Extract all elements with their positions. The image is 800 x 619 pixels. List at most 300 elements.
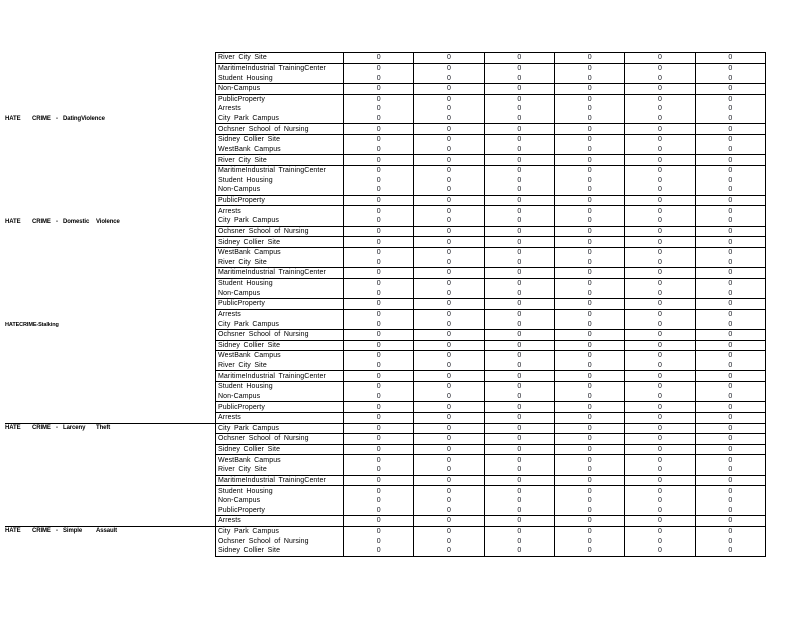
table-row (216, 434, 765, 445)
table-row (216, 465, 765, 476)
value-cell: 0 (414, 382, 484, 392)
value-cell: 0 (414, 434, 484, 444)
value-cell: 0 (485, 237, 555, 247)
value-cell: 0 (625, 413, 695, 423)
crime-category-word: HATE (5, 425, 21, 432)
value-cell: 0 (485, 341, 555, 351)
crime-category-word: CRIME (32, 528, 51, 535)
value-cell: 0 (344, 392, 414, 402)
table-row (216, 288, 765, 299)
value-cell: 0 (728, 176, 733, 184)
table-row (216, 64, 765, 74)
value-cell: 0 (555, 227, 625, 237)
value-cell: 0 (414, 486, 484, 496)
value-cell: 0 (555, 341, 625, 351)
value-cell: 0 (485, 64, 555, 74)
table-row (216, 73, 765, 84)
value-cell: 0 (344, 299, 414, 309)
table-row (216, 104, 765, 114)
crime-category-word: CRIME (32, 115, 51, 122)
value-cell: 0 (344, 216, 414, 226)
value-cell: 0 (625, 145, 695, 155)
value-cell: 0 (555, 424, 625, 434)
value-cell: 0 (485, 455, 555, 465)
site-cell: PublicProperty (216, 299, 344, 309)
value-cell: 0 (344, 237, 414, 247)
value-cell: 0 (414, 216, 484, 226)
value-cell: 0 (485, 268, 555, 278)
table-row (216, 496, 765, 506)
value-cell: 0 (414, 104, 484, 114)
site-cell: River City Site (216, 155, 344, 165)
value-cell: 0 (625, 465, 695, 475)
value-cell: 0 (485, 402, 555, 412)
value-cell: 0 (728, 341, 733, 349)
value-cell: 0 (414, 392, 484, 402)
site-cell: Student Housing (216, 176, 344, 186)
value-cell: 0 (414, 114, 484, 124)
value-cell: 0 (485, 330, 555, 340)
value-cell: 0 (728, 362, 733, 370)
site-cell: City Park Campus (216, 424, 344, 434)
value-cell: 0 (344, 135, 414, 145)
value-cell: 0 (728, 227, 733, 235)
site-cell: Sidney Collier Site (216, 341, 344, 351)
value-cell: 0 (555, 104, 625, 114)
value-cell: 0 (625, 434, 695, 444)
table-row (216, 227, 765, 238)
crime-statistics-table (215, 52, 766, 557)
site-cell: WestBank Campus (216, 145, 344, 155)
site-cell: Student Housing (216, 73, 344, 83)
value-cell: 0 (625, 216, 695, 226)
value-cell: 0 (625, 455, 695, 465)
table-row (216, 135, 765, 145)
value-cell: 0 (485, 279, 555, 289)
value-cell: 0 (485, 413, 555, 423)
value-cell: 0 (555, 237, 625, 247)
value-cell: 0 (485, 486, 555, 496)
value-cell: 0 (485, 145, 555, 155)
table-row (216, 155, 765, 166)
value-cell: 0 (414, 258, 484, 268)
value-cell: 0 (728, 156, 733, 164)
value-cell: 0 (485, 176, 555, 186)
value-cell: 0 (485, 135, 555, 145)
table-row (216, 413, 765, 424)
site-cell: Sidney Collier Site (216, 445, 344, 455)
value-cell: 0 (485, 206, 555, 216)
crime-category-labels (0, 0, 215, 619)
value-cell: 0 (555, 402, 625, 412)
value-cell: 0 (414, 476, 484, 486)
value-cell: 0 (485, 527, 555, 537)
value-cell: 0 (344, 166, 414, 176)
value-cell: 0 (485, 496, 555, 506)
value-cell: 0 (555, 361, 625, 371)
table-row (216, 124, 765, 135)
value-cell: 0 (555, 382, 625, 392)
value-cell: 0 (625, 279, 695, 289)
value-cell: 0 (414, 424, 484, 434)
value-cell: 0 (344, 104, 414, 114)
table-row (216, 476, 765, 487)
value-cell: 0 (625, 330, 695, 340)
table-row (216, 268, 765, 279)
value-cell: 0 (555, 476, 625, 486)
site-cell: Non-Campus (216, 185, 344, 195)
value-cell: 0 (414, 330, 484, 340)
value-cell: 0 (728, 74, 733, 82)
value-cell: 0 (728, 517, 733, 525)
value-cell: 0 (625, 506, 695, 516)
table-row (216, 445, 765, 456)
table-row (216, 516, 765, 527)
value-cell: 0 (728, 466, 733, 474)
table-row (216, 196, 765, 207)
value-cell: 0 (728, 476, 733, 484)
value-cell: 0 (728, 300, 733, 308)
value-cell: 0 (414, 371, 484, 381)
value-cell: 0 (344, 496, 414, 506)
site-cell: Ochsner School of Nursing (216, 124, 344, 134)
site-cell: MaritimeIndustrial TrainingCenter (216, 166, 344, 176)
table-row (216, 371, 765, 382)
value-cell: 0 (555, 455, 625, 465)
value-cell: 0 (728, 207, 733, 215)
value-cell: 0 (625, 546, 695, 556)
value-cell: 0 (625, 176, 695, 186)
value-cell: 0 (555, 392, 625, 402)
value-cell: 0 (728, 105, 733, 113)
value-cell: 0 (344, 371, 414, 381)
crime-category-word: Domestic (63, 218, 90, 225)
value-cell: 0 (728, 54, 733, 62)
crime-category-word: Simple (63, 528, 83, 535)
value-cell: 0 (485, 95, 555, 105)
value-cell: 0 (485, 516, 555, 526)
value-cell: 0 (625, 536, 695, 546)
value-cell: 0 (728, 85, 733, 93)
table-row (216, 527, 765, 537)
value-cell: 0 (485, 310, 555, 320)
site-cell: City Park Campus (216, 319, 344, 329)
value-cell: 0 (728, 506, 733, 514)
site-cell: PublicProperty (216, 196, 344, 206)
value-cell: 0 (485, 258, 555, 268)
site-cell: River City Site (216, 361, 344, 371)
value-cell: 0 (728, 289, 733, 297)
value-cell: 0 (344, 546, 414, 556)
value-cell: 0 (625, 166, 695, 176)
value-cell: 0 (555, 371, 625, 381)
table-row (216, 176, 765, 186)
value-cell: 0 (414, 64, 484, 74)
value-cell: 0 (728, 456, 733, 464)
value-cell: 0 (555, 288, 625, 298)
value-cell: 0 (555, 114, 625, 124)
value-cell: 0 (625, 424, 695, 434)
value-cell: 0 (344, 319, 414, 329)
value-cell: 0 (728, 392, 733, 400)
value-cell: 0 (625, 371, 695, 381)
table-row (216, 279, 765, 289)
value-cell: 0 (485, 53, 555, 63)
value-cell: 0 (555, 206, 625, 216)
value-cell: 0 (414, 185, 484, 195)
value-cell: 0 (555, 516, 625, 526)
site-cell: Ochsner School of Nursing (216, 536, 344, 546)
crime-category-word: HATECRIME-Stalking (5, 321, 59, 328)
value-cell: 0 (728, 435, 733, 443)
site-cell: Sidney Collier Site (216, 135, 344, 145)
value-cell: 0 (555, 166, 625, 176)
site-cell: Non-Campus (216, 84, 344, 94)
value-cell: 0 (344, 516, 414, 526)
table-row (216, 310, 765, 320)
site-cell: River City Site (216, 258, 344, 268)
value-cell: 0 (728, 424, 733, 432)
value-cell: 0 (555, 53, 625, 63)
site-cell: River City Site (216, 465, 344, 475)
value-cell: 0 (555, 486, 625, 496)
value-cell: 0 (555, 84, 625, 94)
value-cell: 0 (625, 341, 695, 351)
site-cell: Arrests (216, 516, 344, 526)
value-cell: 0 (555, 279, 625, 289)
value-cell: 0 (344, 527, 414, 537)
value-cell: 0 (414, 84, 484, 94)
table-row (216, 237, 765, 248)
value-cell: 0 (485, 299, 555, 309)
value-cell: 0 (485, 84, 555, 94)
site-cell: Non-Campus (216, 496, 344, 506)
value-cell: 0 (414, 145, 484, 155)
site-cell: Arrests (216, 104, 344, 114)
value-cell: 0 (728, 280, 733, 288)
value-cell: 0 (625, 104, 695, 114)
table-row (216, 84, 765, 95)
value-cell: 0 (625, 516, 695, 526)
value-cell: 0 (485, 351, 555, 361)
value-cell: 0 (555, 434, 625, 444)
value-cell: 0 (555, 124, 625, 134)
value-cell: 0 (555, 445, 625, 455)
value-cell: 0 (555, 64, 625, 74)
table-row (216, 216, 765, 227)
value-cell: 0 (414, 196, 484, 206)
value-cell: 0 (414, 299, 484, 309)
site-cell: Student Housing (216, 382, 344, 392)
site-cell: PublicProperty (216, 402, 344, 412)
site-cell: Student Housing (216, 279, 344, 289)
table-row (216, 455, 765, 465)
site-cell: PublicProperty (216, 95, 344, 105)
value-cell: 0 (625, 527, 695, 537)
site-cell: Ochsner School of Nursing (216, 227, 344, 237)
table-row (216, 506, 765, 517)
value-cell: 0 (625, 268, 695, 278)
value-cell: 0 (625, 248, 695, 258)
value-cell: 0 (344, 196, 414, 206)
value-cell: 0 (625, 114, 695, 124)
value-cell: 0 (414, 319, 484, 329)
crime-category-word: - (56, 115, 58, 122)
value-cell: 0 (728, 269, 733, 277)
value-cell: 0 (485, 104, 555, 114)
value-cell: 0 (344, 124, 414, 134)
value-cell: 0 (344, 536, 414, 546)
value-cell: 0 (414, 445, 484, 455)
value-cell: 0 (485, 319, 555, 329)
value-cell: 0 (485, 506, 555, 516)
value-cell: 0 (414, 176, 484, 186)
value-cell: 0 (485, 248, 555, 258)
value-cell: 0 (728, 95, 733, 103)
value-cell: 0 (485, 361, 555, 371)
value-cell: 0 (625, 476, 695, 486)
value-cell: 0 (625, 237, 695, 247)
value-cell: 0 (625, 258, 695, 268)
value-cell: 0 (344, 176, 414, 186)
value-cell: 0 (344, 402, 414, 412)
site-cell: Non-Campus (216, 392, 344, 402)
value-cell: 0 (414, 413, 484, 423)
site-cell: WestBank Campus (216, 455, 344, 465)
value-cell: 0 (728, 64, 733, 72)
value-cell: 0 (625, 402, 695, 412)
value-cell: 0 (728, 383, 733, 391)
value-cell: 0 (485, 288, 555, 298)
table-row (216, 114, 765, 125)
value-cell: 0 (555, 413, 625, 423)
crime-category-label (0, 423, 214, 433)
value-cell: 0 (344, 95, 414, 105)
value-cell: 0 (485, 227, 555, 237)
value-cell: 0 (414, 351, 484, 361)
value-cell: 0 (485, 114, 555, 124)
value-cell: 0 (728, 167, 733, 175)
value-cell: 0 (625, 53, 695, 63)
value-cell: 0 (344, 53, 414, 63)
table-row (216, 536, 765, 546)
value-cell: 0 (344, 413, 414, 423)
value-cell: 0 (344, 155, 414, 165)
value-cell: 0 (728, 372, 733, 380)
value-cell: 0 (728, 547, 733, 555)
site-cell: MaritimeIndustrial TrainingCenter (216, 476, 344, 486)
value-cell: 0 (414, 155, 484, 165)
value-cell: 0 (344, 248, 414, 258)
value-cell: 0 (555, 319, 625, 329)
table-row (216, 330, 765, 341)
value-cell: 0 (485, 445, 555, 455)
table-row (216, 206, 765, 216)
value-cell: 0 (555, 527, 625, 537)
crime-category-word: - (56, 528, 58, 535)
value-cell: 0 (555, 351, 625, 361)
value-cell: 0 (625, 84, 695, 94)
value-cell: 0 (414, 516, 484, 526)
value-cell: 0 (625, 486, 695, 496)
value-cell: 0 (555, 145, 625, 155)
value-cell: 0 (625, 445, 695, 455)
value-cell: 0 (555, 248, 625, 258)
value-cell: 0 (728, 403, 733, 411)
value-cell: 0 (414, 124, 484, 134)
site-cell: MaritimeIndustrial TrainingCenter (216, 64, 344, 74)
value-cell: 0 (728, 528, 733, 536)
value-cell: 0 (555, 95, 625, 105)
value-cell: 0 (625, 73, 695, 83)
crime-category-word: Assault (96, 528, 117, 535)
value-cell: 0 (728, 217, 733, 225)
value-cell: 0 (344, 445, 414, 455)
table-row (216, 382, 765, 392)
value-cell: 0 (625, 135, 695, 145)
table-row (216, 185, 765, 196)
value-cell: 0 (555, 536, 625, 546)
value-cell: 0 (414, 455, 484, 465)
value-cell: 0 (625, 496, 695, 506)
value-cell: 0 (555, 496, 625, 506)
value-cell: 0 (485, 216, 555, 226)
site-cell: MaritimeIndustrial TrainingCenter (216, 268, 344, 278)
value-cell: 0 (728, 249, 733, 257)
crime-category-word: CRIME (32, 425, 51, 432)
value-cell: 0 (625, 206, 695, 216)
site-cell: Sidney Collier Site (216, 546, 344, 556)
table-row (216, 53, 765, 64)
site-cell: Arrests (216, 206, 344, 216)
value-cell: 0 (555, 135, 625, 145)
value-cell: 0 (485, 465, 555, 475)
value-cell: 0 (625, 382, 695, 392)
value-cell: 0 (344, 486, 414, 496)
value-cell: 0 (414, 361, 484, 371)
value-cell: 0 (485, 434, 555, 444)
value-cell: 0 (625, 95, 695, 105)
value-cell: 0 (344, 351, 414, 361)
site-cell: City Park Campus (216, 216, 344, 226)
value-cell: 0 (414, 341, 484, 351)
site-cell: WestBank Campus (216, 351, 344, 361)
site-cell: PublicProperty (216, 506, 344, 516)
value-cell: 0 (728, 352, 733, 360)
value-cell: 0 (625, 196, 695, 206)
value-cell: 0 (414, 268, 484, 278)
value-cell: 0 (485, 185, 555, 195)
site-cell: WestBank Campus (216, 248, 344, 258)
value-cell: 0 (728, 320, 733, 328)
value-cell: 0 (485, 392, 555, 402)
value-cell: 0 (344, 64, 414, 74)
value-cell: 0 (728, 537, 733, 545)
site-cell: Non-Campus (216, 288, 344, 298)
table-row (216, 392, 765, 403)
value-cell: 0 (625, 155, 695, 165)
value-cell: 0 (728, 197, 733, 205)
crime-category-word: Theft (96, 425, 111, 432)
table-row (216, 248, 765, 258)
value-cell: 0 (555, 185, 625, 195)
crime-category-word: CRIME (32, 218, 51, 225)
table-row (216, 351, 765, 361)
site-cell: City Park Campus (216, 527, 344, 537)
value-cell: 0 (625, 392, 695, 402)
value-cell: 0 (555, 506, 625, 516)
value-cell: 0 (344, 114, 414, 124)
